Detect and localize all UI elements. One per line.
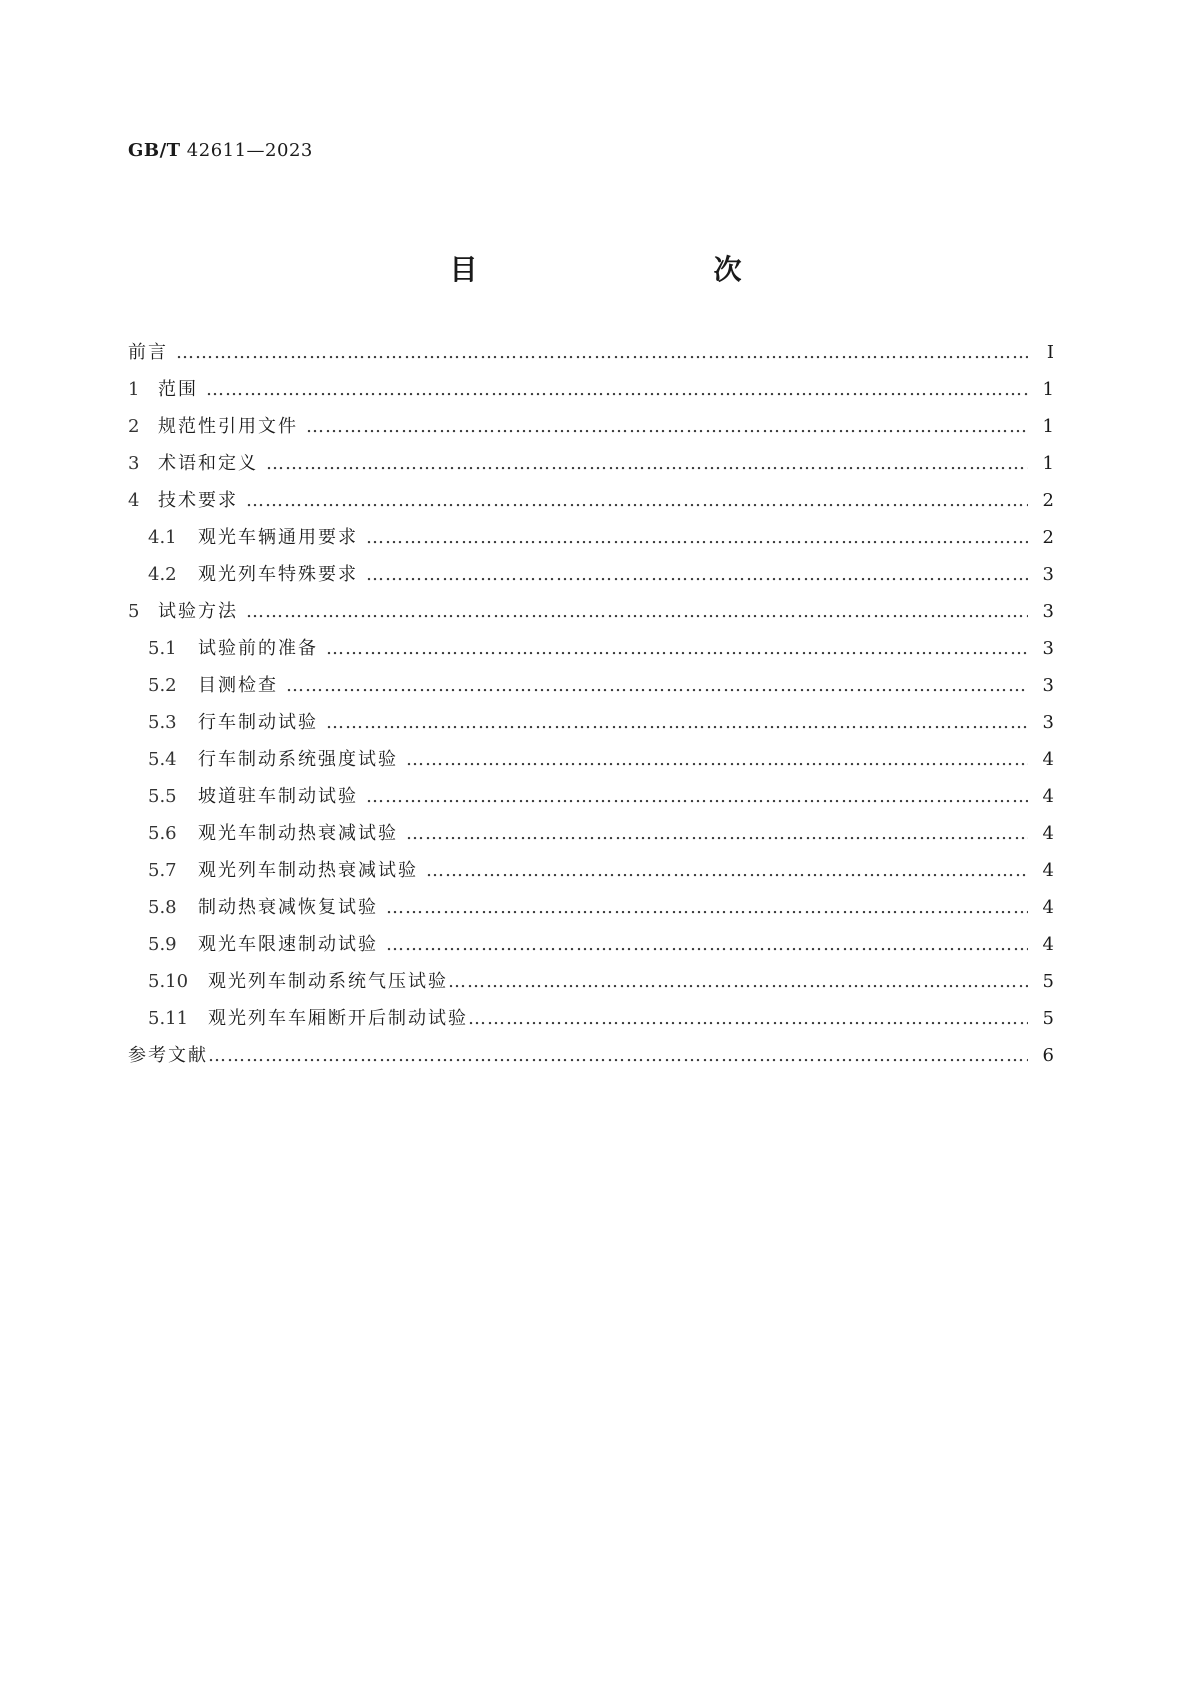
toc-entry-1[interactable]	[128, 375, 1054, 412]
toc-entry-bibliography[interactable]	[128, 1041, 1054, 1078]
toc-entry-page: 3	[1042, 564, 1054, 585]
toc-entry-label: 技术要求	[158, 490, 238, 511]
toc-entry-page: 2	[1042, 527, 1054, 548]
toc-leader	[326, 638, 1028, 659]
toc-entry-label: 目测检查	[198, 675, 278, 696]
toc-leader	[208, 1045, 1028, 1066]
toc-entry-page: Ⅰ	[1046, 342, 1054, 363]
toc-leader	[176, 342, 1028, 363]
toc-entry-number: 4	[128, 490, 140, 511]
toc-entry-number: 5.1	[148, 638, 177, 659]
toc-entry-5-6[interactable]	[128, 819, 1054, 856]
toc-leader	[366, 527, 1028, 548]
toc-entry-page: 1	[1042, 416, 1054, 437]
toc-entry-label: 坡道驻车制动试验	[198, 786, 358, 807]
toc-entry-page: 4	[1042, 823, 1054, 844]
toc-entry-number: 1	[128, 379, 140, 400]
toc-entry-label: 观光列车特殊要求	[198, 564, 358, 585]
toc-leader	[426, 860, 1028, 881]
toc-entry-page: 3	[1042, 675, 1054, 696]
toc-entry-page: 5	[1042, 971, 1054, 992]
toc-entry-5-5[interactable]	[128, 782, 1054, 819]
toc-entry-number: 5	[128, 601, 140, 622]
toc-entry-label: 观光列车制动热衰减试验	[198, 860, 418, 881]
toc-leader	[266, 453, 1028, 474]
toc-leader	[366, 564, 1028, 585]
toc-entry-foreword[interactable]	[128, 338, 1054, 375]
toc-entry-page: 4	[1042, 897, 1054, 918]
toc-entry-5-1[interactable]	[128, 634, 1054, 671]
toc-entry-page: 4	[1042, 860, 1054, 881]
toc-entry-label: 行车制动系统强度试验	[198, 749, 398, 770]
toc-entry-label: 试验前的准备	[198, 638, 318, 659]
toc-entry-label: 制动热衰减恢复试验	[198, 897, 378, 918]
toc-entry-4[interactable]	[128, 486, 1054, 523]
toc-entry-number: 2	[128, 416, 140, 437]
toc-entry-label: 试验方法	[158, 601, 238, 622]
toc-entry-number: 5.9	[148, 934, 177, 955]
toc-entry-label: 术语和定义	[158, 453, 258, 474]
toc-leader	[406, 749, 1028, 770]
toc-entry-number: 4.2	[148, 564, 177, 585]
toc-leader	[246, 601, 1028, 622]
toc-entry-number: 5.3	[148, 712, 177, 733]
toc-leader	[206, 379, 1028, 400]
toc-entry-page: 6	[1042, 1045, 1054, 1066]
standard-code-number: 42611—2023	[186, 140, 313, 161]
toc-entry-page: 2	[1042, 490, 1054, 511]
toc-entry-label: 行车制动试验	[198, 712, 318, 733]
table-of-contents	[128, 338, 1054, 1078]
toc-leader	[326, 712, 1028, 733]
toc-entry-number: 5.8	[148, 897, 177, 918]
toc-leader	[386, 934, 1028, 955]
toc-entry-label: 观光车限速制动试验	[198, 934, 378, 955]
toc-entry-5-4[interactable]	[128, 745, 1054, 782]
toc-entry-number: 5.4	[148, 749, 177, 770]
toc-entry-label: 观光车制动热衰减试验	[198, 823, 398, 844]
toc-entry-3[interactable]	[128, 449, 1054, 486]
toc-entry-number: 5.10	[148, 971, 189, 992]
page-title: 目 次	[449, 253, 802, 286]
toc-entry-5-11[interactable]	[128, 1004, 1054, 1041]
toc-entry-5-9[interactable]	[128, 930, 1054, 967]
standard-code-prefix: GB/T	[128, 140, 181, 161]
toc-entry-page: 5	[1042, 1008, 1054, 1029]
toc-entry-5-7[interactable]	[128, 856, 1054, 893]
toc-leader	[306, 416, 1028, 437]
toc-entry-label: 前言	[128, 342, 168, 363]
toc-entry-number: 5.11	[148, 1008, 189, 1029]
toc-entry-page: 3	[1042, 601, 1054, 622]
toc-entry-number: 5.6	[148, 823, 177, 844]
toc-entry-5-2[interactable]	[128, 671, 1054, 708]
toc-entry-page: 1	[1042, 453, 1054, 474]
toc-leader	[246, 490, 1028, 511]
toc-entry-5[interactable]	[128, 597, 1054, 634]
toc-leader	[468, 1008, 1028, 1029]
toc-entry-page: 4	[1042, 786, 1054, 807]
toc-entry-number: 5.7	[148, 860, 177, 881]
toc-leader	[286, 675, 1028, 696]
toc-entry-label: 规范性引用文件	[158, 416, 298, 437]
toc-entry-number: 5.5	[148, 786, 177, 807]
toc-entry-5-8[interactable]	[128, 893, 1054, 930]
toc-entry-number: 3	[128, 453, 140, 474]
standard-code	[128, 140, 313, 161]
toc-entry-2[interactable]	[128, 412, 1054, 449]
toc-entry-5-10[interactable]	[128, 967, 1054, 1004]
toc-entry-4-2[interactable]	[128, 560, 1054, 597]
toc-entry-page: 4	[1042, 749, 1054, 770]
toc-entry-label: 观光列车制动系统气压试验	[208, 971, 448, 992]
toc-entry-page: 3	[1042, 638, 1054, 659]
toc-entry-5-3[interactable]	[128, 708, 1054, 745]
toc-entry-page: 4	[1042, 934, 1054, 955]
toc-entry-label: 观光车辆通用要求	[198, 527, 358, 548]
toc-leader	[386, 897, 1028, 918]
toc-entry-number: 4.1	[148, 527, 177, 548]
toc-leader	[406, 823, 1028, 844]
toc-leader	[366, 786, 1028, 807]
toc-entry-label: 观光列车车厢断开后制动试验	[208, 1008, 468, 1029]
toc-entry-number: 5.2	[148, 675, 177, 696]
toc-entry-4-1[interactable]	[128, 523, 1054, 560]
toc-entry-page: 3	[1042, 712, 1054, 733]
toc-leader	[448, 971, 1028, 992]
toc-entry-page: 1	[1042, 379, 1054, 400]
toc-entry-label: 参考文献	[128, 1045, 208, 1066]
toc-entry-label: 范围	[158, 379, 198, 400]
